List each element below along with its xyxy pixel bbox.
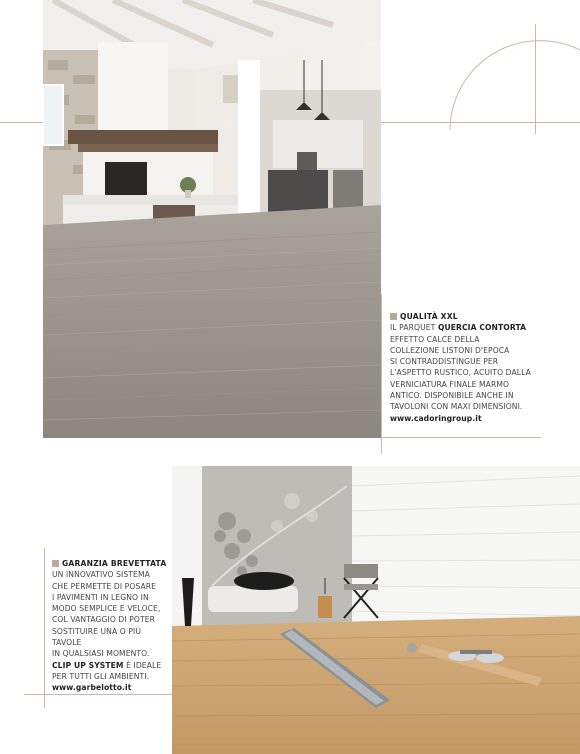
- caption-url-link[interactable]: www.garbelotto.it: [52, 683, 132, 693]
- caption-line: [52, 581, 170, 592]
- caption-line: [52, 614, 170, 625]
- guide-line-caption-top-vertical: [381, 294, 382, 454]
- caption-text: EFFETTO CALCE DELLA: [390, 334, 480, 344]
- caption-text: È IDEALE: [123, 660, 162, 670]
- caption-line: [52, 603, 170, 614]
- caption-line: [390, 401, 540, 412]
- caption-line: [390, 356, 540, 367]
- photo-wood-floor-clip-system: [172, 466, 580, 754]
- caption-text: I PAVIMENTI IN LEGNO IN: [52, 592, 149, 602]
- caption-garanzia-brevettata: [52, 558, 170, 694]
- caption-heading: QUALITÀ XXL: [390, 311, 540, 322]
- caption-body: [390, 322, 540, 412]
- caption-emphasis: CLIP UP SYSTEM: [52, 660, 124, 670]
- caption-text: MODO SEMPLICE E VELOCE,: [52, 604, 161, 614]
- caption-text: SI CONTRADDISTINGUE PER: [390, 357, 499, 367]
- caption-text: IL PARQUET: [390, 323, 438, 333]
- caption-text: UN INNOVATIVO SISTEMA: [52, 570, 150, 580]
- caption-text: SOSTITUIRE UNA O PIÙ TAVOLE: [52, 626, 142, 648]
- caption-text: ANTICO. DISPONIBILE ANCHE IN: [390, 391, 514, 401]
- caption-text: TAVOLONI CON MAXI DIMENSIONI.: [390, 402, 523, 412]
- decorative-arc: [440, 30, 580, 140]
- guide-line-top-left: [0, 122, 43, 123]
- caption-url-link[interactable]: www.cadoringroup.it: [390, 413, 482, 423]
- caption-body: [52, 569, 170, 682]
- guide-line-caption-bottom-vertical: [44, 548, 45, 708]
- square-bullet-icon: [52, 560, 59, 567]
- caption-text: COLLEZIONE LISTONI D'EPOCA: [390, 345, 510, 355]
- guide-line-caption-bottom: [24, 694, 172, 695]
- caption-line: [390, 390, 540, 401]
- caption-text: L'ASPETTO RUSTICO, ACUITO DALLA: [390, 368, 531, 378]
- caption-text: COL VANTAGGIO DI POTER: [52, 615, 155, 625]
- caption-line: [52, 660, 170, 671]
- caption-line: [52, 592, 170, 603]
- caption-line: [390, 322, 540, 333]
- guide-line-caption-top: [381, 437, 541, 438]
- caption-line: [52, 569, 170, 580]
- caption-emphasis: QUERCIA CONTORTA: [437, 323, 527, 333]
- caption-line: [390, 334, 540, 345]
- caption-line: [390, 379, 540, 390]
- photo-living-room-fireplace: [43, 0, 381, 438]
- caption-qualita-xxl: [390, 311, 540, 424]
- square-bullet-icon: [390, 313, 397, 320]
- caption-line: [52, 671, 170, 682]
- caption-text: PER TUTTI GLI AMBIENTI.: [52, 671, 150, 681]
- caption-text: VERNICIATURA FINALE MARMO: [390, 379, 510, 389]
- caption-line: [52, 648, 170, 659]
- caption-text: CHE PERMETTE DI POSARE: [52, 581, 157, 591]
- caption-text: IN QUALSIASI MOMENTO.: [52, 649, 150, 659]
- caption-line: [52, 626, 170, 649]
- caption-line: [390, 345, 540, 356]
- caption-line: [390, 367, 540, 378]
- caption-heading: GARANZIA BREVETTATA: [52, 558, 170, 569]
